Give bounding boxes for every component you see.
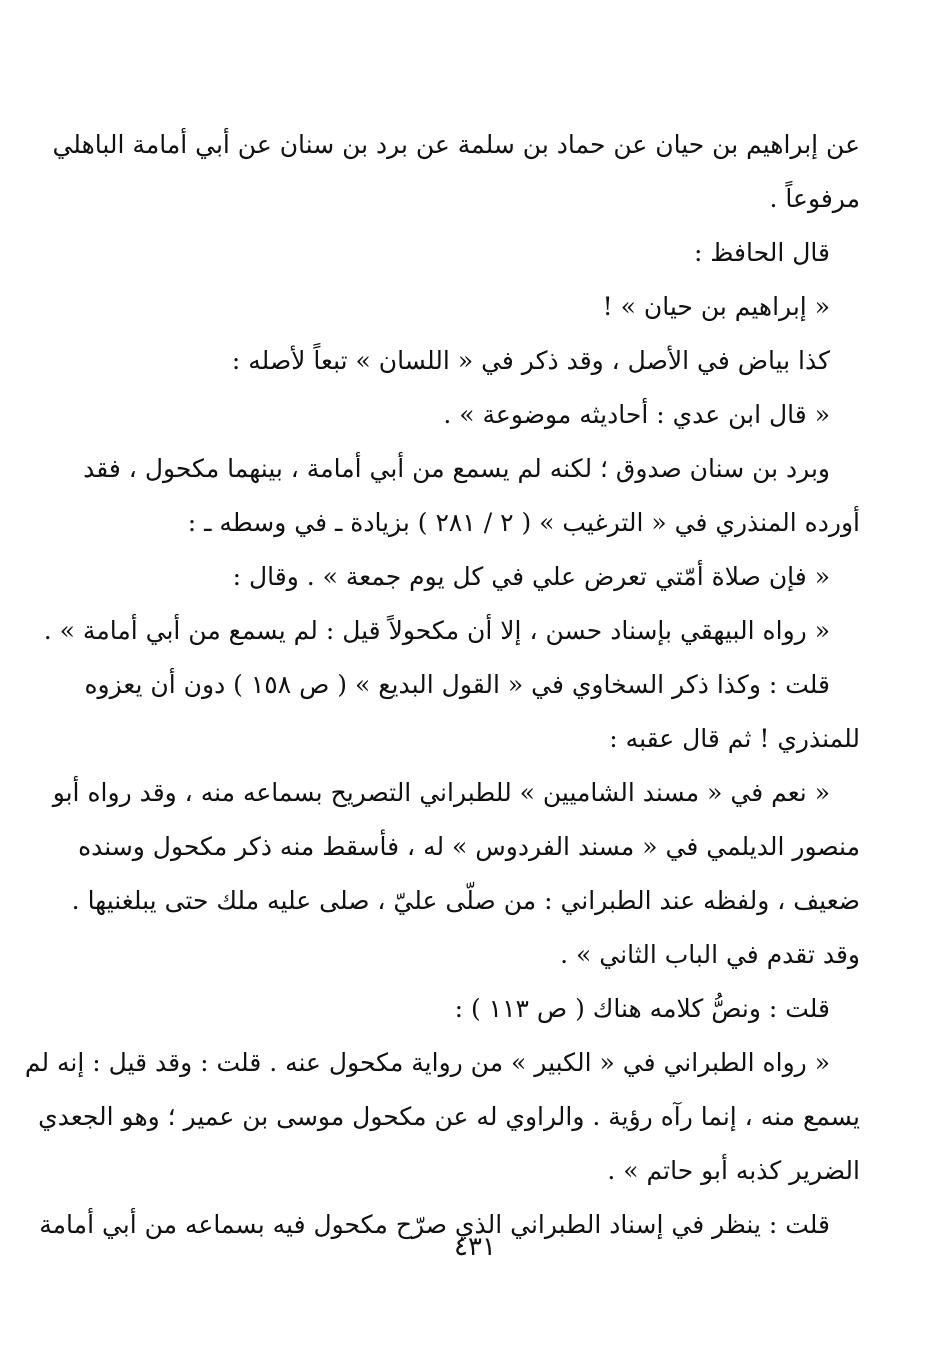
- text-line: أورده المنذري في « الترغيب » ( ٢ / ٢٨١ ) بزيادة ـ في وسطه ـ :: [187, 508, 860, 537]
- text-line: قلت : ينظر في إسناد الطبراني الذي صرّح مكحول فيه بسماعه من أبي أمامة: [39, 1210, 830, 1239]
- page-number: ٤٣١: [454, 1232, 496, 1262]
- text-line: « قال ابن عدي : أحاديثه موضوعة » .: [443, 400, 830, 429]
- text-line: للمنذري ! ثم قال عقبه :: [609, 724, 860, 753]
- text-line: ضعيف ، ولفظه عند الطبراني : من صلّى عليّ ، صلى عليه ملك حتى يبلغنيها .: [71, 886, 860, 915]
- text-line: قلت : وكذا ذكر السخاوي في « القول البديع » ( ص ١٥٨ ) دون أن يعزوه: [84, 670, 830, 699]
- text-line: « نعم في « مسند الشاميين » للطبراني التصريح بسماعه منه ، وقد رواه أبو: [52, 778, 830, 807]
- text-line: عن إبراهيم بن حيان عن حماد بن سلمة عن برد بن سنان عن أبي أمامة الباهلي: [52, 130, 860, 159]
- text-line: كذا بياض في الأصل ، وقد ذكر في « اللسان » تبعاً لأصله :: [231, 346, 830, 375]
- text-line: منصور الديلمي في « مسند الفردوس » له ، فأسقط منه ذكر مكحول وسنده: [78, 832, 860, 861]
- text-line: الضرير كذبه أبو حاتم » .: [607, 1156, 860, 1185]
- text-line: « إبراهيم بن حيان » !: [602, 292, 830, 321]
- text-line: « رواه البيهقي بإسناد حسن ، إلا أن مكحولاً قيل : لم يسمع من أبي أمامة » .: [43, 616, 830, 645]
- text-line: يسمع منه ، إنما رآه رؤية . والراوي له عن مكحول موسى بن عمير ؛ وهو الجعدي: [38, 1102, 860, 1131]
- text-line: مرفوعاً .: [769, 184, 860, 213]
- text-line: « رواه الطبراني في « الكبير » من رواية مكحول عنه . قلت : وقد قيل : إنه لم: [24, 1048, 830, 1077]
- text-line: وبرد بن سنان صدوق ؛ لكنه لم يسمع من أبي أمامة ، بينهما مكحول ، فقد: [83, 454, 830, 483]
- text-line: قال الحافظ :: [693, 238, 830, 267]
- text-line: « فإن صلاة أمّتي تعرض علي في كل يوم جمعة » . وقال :: [232, 562, 830, 591]
- text-line: وقد تقدم في الباب الثاني » .: [560, 940, 860, 969]
- text-line: قلت : ونصُّ كلامه هناك ( ص ١١٣ ) :: [454, 994, 830, 1023]
- document-body: [24, 118, 860, 1252]
